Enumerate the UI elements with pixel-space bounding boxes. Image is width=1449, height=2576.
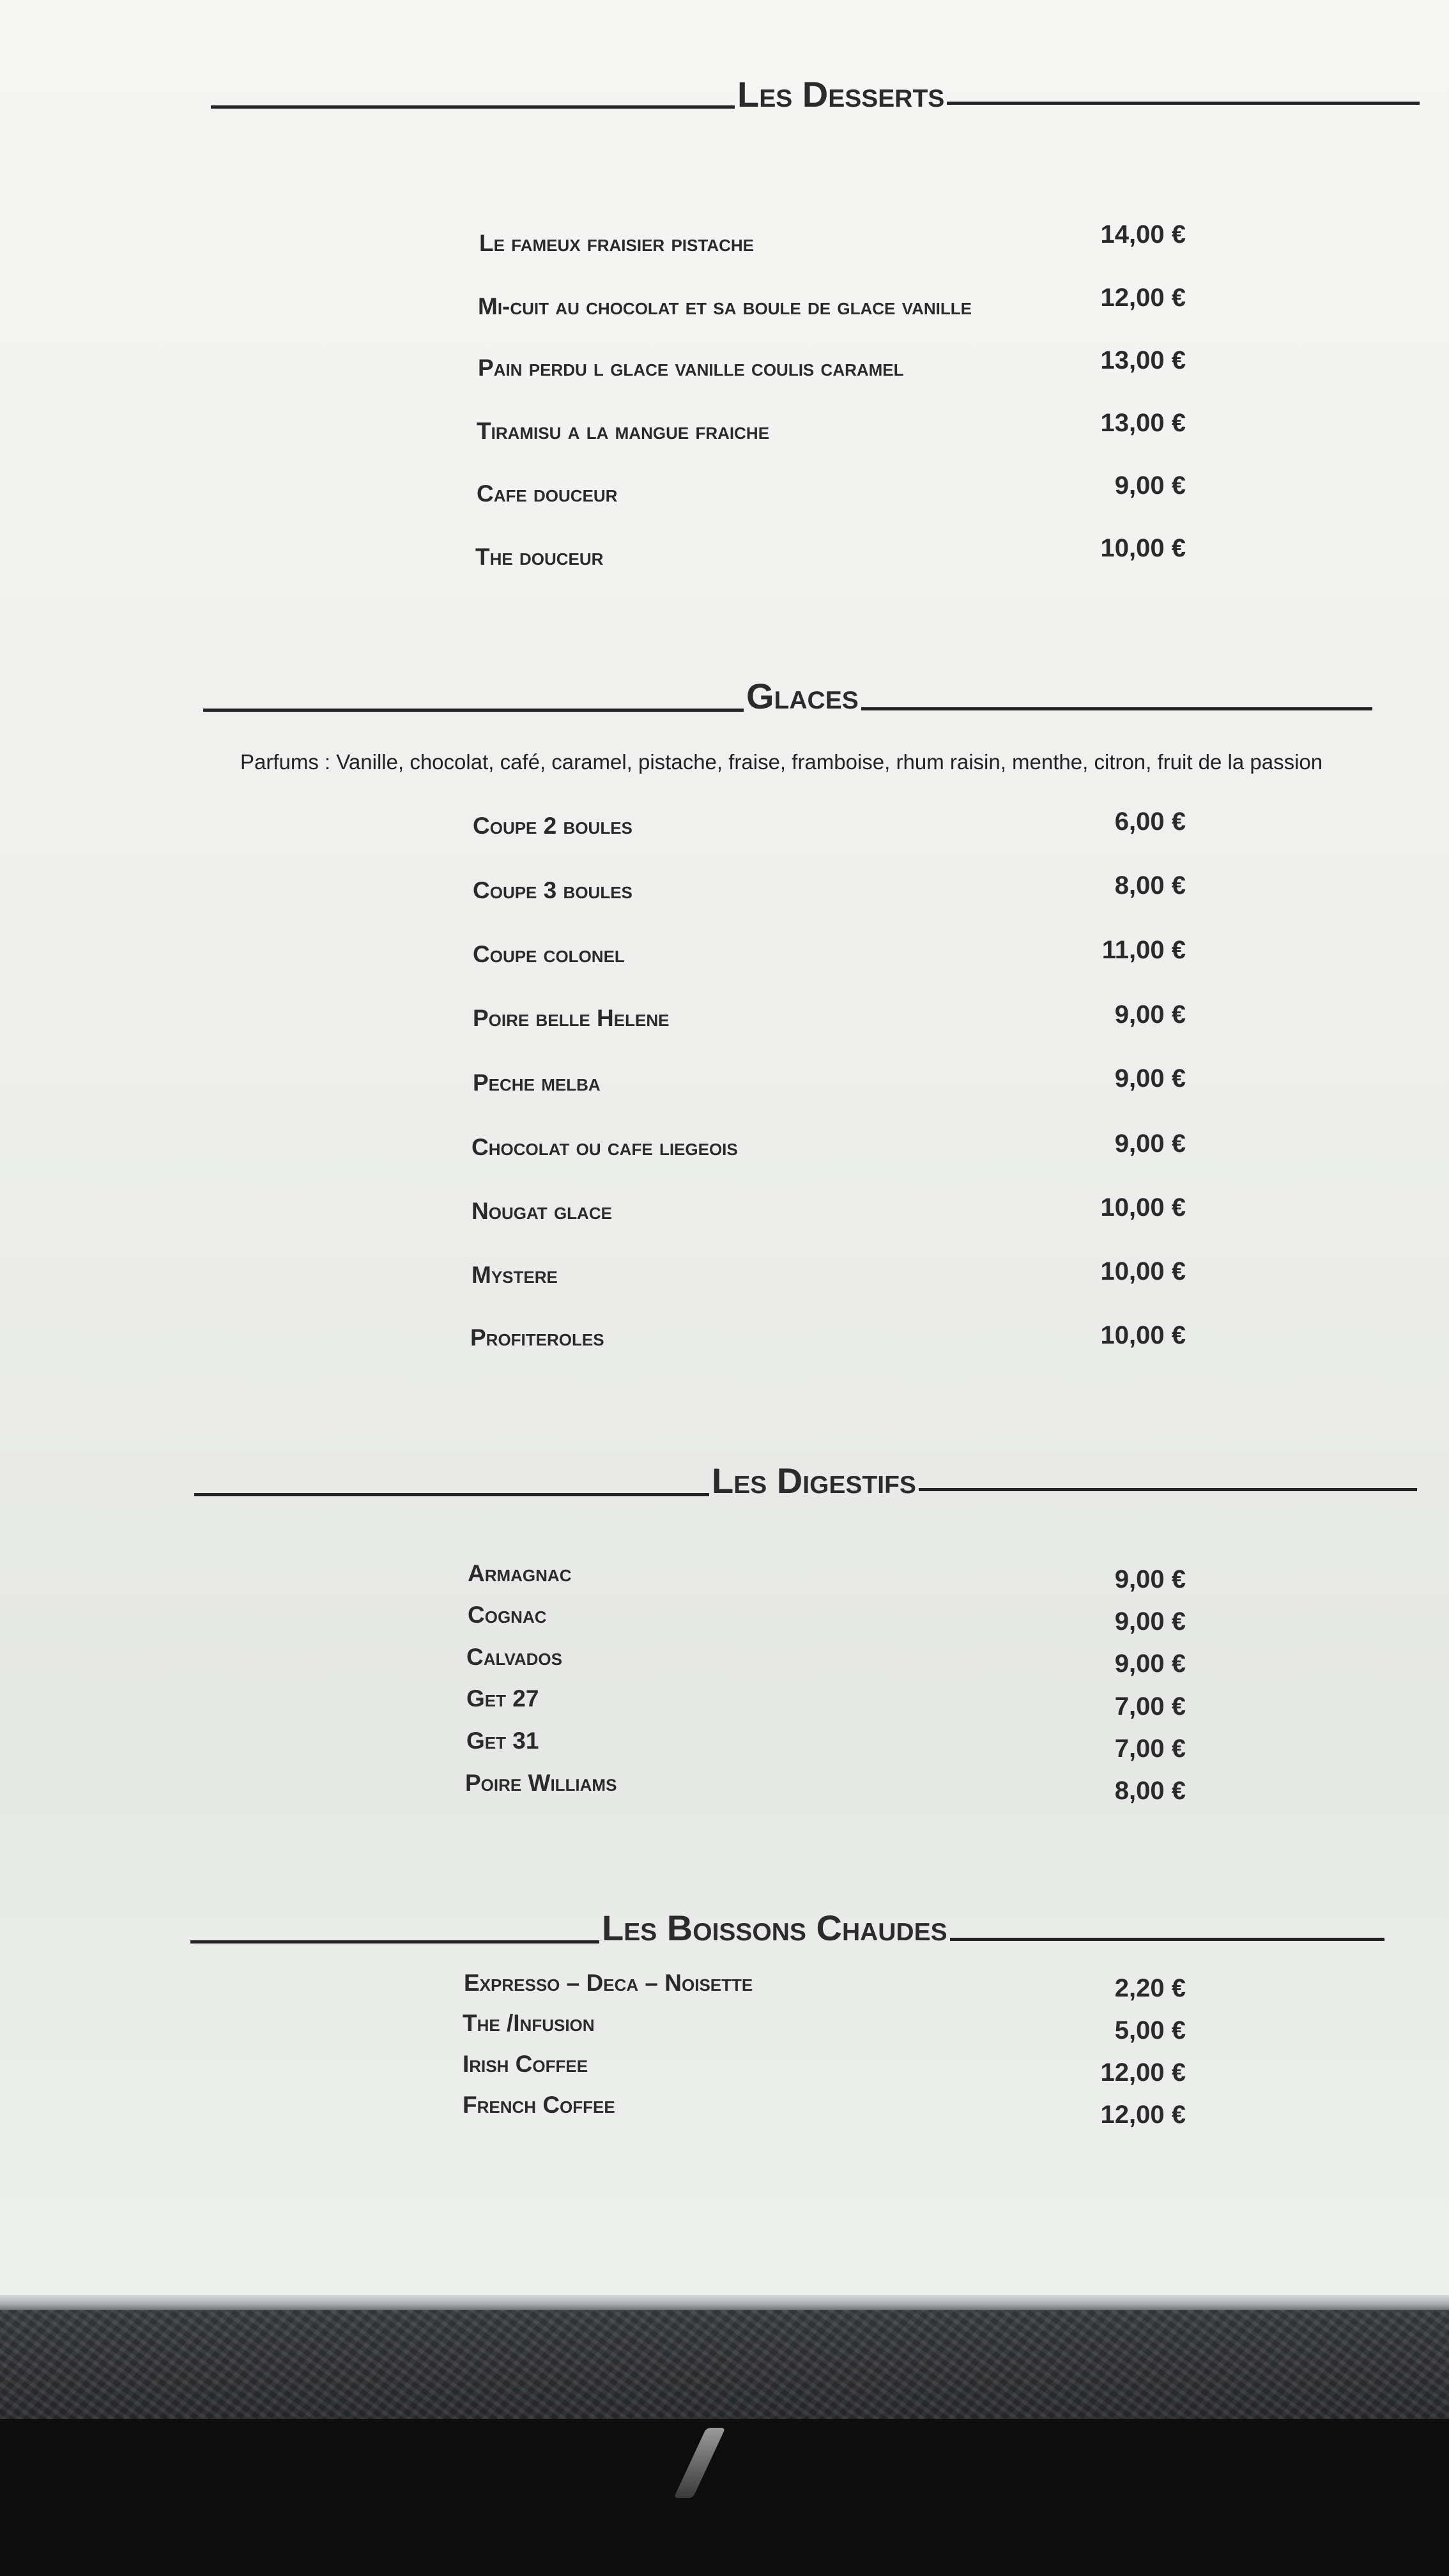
heading-rule-right bbox=[950, 1938, 1384, 1941]
section-heading-desserts bbox=[211, 74, 1420, 114]
menu-item-name: The /Infusion bbox=[463, 2010, 595, 2036]
section-title-desserts: Les Desserts bbox=[737, 74, 945, 114]
menu-item-name: Cafe douceur bbox=[477, 480, 618, 507]
menu-item-name: Expresso – Deca – Noisette bbox=[464, 1970, 753, 1996]
section-title-digestifs: Les Digestifs bbox=[712, 1460, 916, 1501]
section-title-glaces: Glaces bbox=[746, 676, 859, 716]
menu-item-price: 10,00 € bbox=[1100, 1193, 1186, 1222]
menu-item-name: Mystere bbox=[471, 1262, 558, 1288]
menu-item-name: Tiramisu a la mangue fraiche bbox=[477, 418, 770, 444]
menu-item-price: 5,00 € bbox=[1114, 2016, 1186, 2044]
heading-rule-left bbox=[211, 105, 735, 109]
ice-cream-flavours: Parfums : Vanille, chocolat, café, caramel, pistache, fraise, framboise, rhum raisin, menthe, citron, fruit de la passion bbox=[240, 750, 1323, 774]
menu-item-name: French Coffee bbox=[463, 2092, 615, 2118]
menu-item-price: 7,00 € bbox=[1114, 1735, 1186, 1763]
menu-item-price: 9,00 € bbox=[1114, 1064, 1186, 1092]
menu-item-name: Mi-cuit au chocolat et sa boule de glace vanille bbox=[478, 293, 972, 319]
heading-rule-left bbox=[194, 1493, 709, 1496]
leather-cover bbox=[0, 2310, 1449, 2419]
heading-rule-right bbox=[861, 707, 1372, 710]
menu-item-price: 9,00 € bbox=[1114, 1607, 1186, 1636]
section-heading-glaces bbox=[203, 678, 1372, 714]
menu-item-price: 9,00 € bbox=[1114, 1650, 1186, 1678]
menu-item-price: 7,00 € bbox=[1114, 1692, 1186, 1721]
menu-item-name: Poire belle Helene bbox=[473, 1005, 670, 1031]
menu-item-price: 9,00 € bbox=[1114, 1000, 1186, 1029]
menu-item-name: Le fameux fraisier pistache bbox=[479, 230, 754, 256]
heading-rule-left bbox=[190, 1940, 599, 1943]
table-surface bbox=[0, 2419, 1449, 2576]
menu-item-name: Coupe 3 boules bbox=[473, 877, 632, 903]
menu-item-price: 8,00 € bbox=[1114, 871, 1186, 900]
heading-rule-right bbox=[919, 1488, 1417, 1491]
menu-item-price: 13,00 € bbox=[1100, 409, 1186, 437]
menu-item-price: 11,00 € bbox=[1101, 936, 1186, 964]
section-heading-digestifs bbox=[194, 1460, 1417, 1501]
menu-item-name: Profiteroles bbox=[470, 1324, 604, 1351]
menu-item-price: 12,00 € bbox=[1100, 2058, 1186, 2087]
menu-item-price: 9,00 € bbox=[1114, 1130, 1186, 1158]
menu-item-name: Chocolat ou cafe liegeois bbox=[471, 1134, 738, 1160]
menu-item-name: Poire Williams bbox=[465, 1770, 617, 1796]
menu-item-price: 8,00 € bbox=[1114, 1777, 1186, 1805]
menu-item-price: 2,20 € bbox=[1114, 1974, 1186, 2002]
section-title-boissons-chaudes: Les Boissons Chaudes bbox=[602, 1908, 947, 1948]
plastic-sleeve-edge bbox=[0, 2295, 1449, 2310]
section-heading-boissons-chaudes bbox=[190, 1910, 1384, 1946]
menu-item-name: Cognac bbox=[468, 1602, 547, 1628]
menu-item-name: Get 31 bbox=[466, 1728, 539, 1754]
menu-item-price: 10,00 € bbox=[1100, 1257, 1186, 1285]
menu-item-price: 10,00 € bbox=[1100, 534, 1186, 562]
menu-item-name: Get 27 bbox=[466, 1685, 539, 1712]
menu-item-name: Pain perdu l glace vanille coulis caramel bbox=[478, 355, 904, 381]
menu-item-name: Coupe colonel bbox=[473, 941, 625, 967]
menu-item-price: 6,00 € bbox=[1114, 808, 1186, 836]
menu-item-name: Armagnac bbox=[468, 1560, 572, 1586]
menu-item-price: 9,00 € bbox=[1114, 471, 1186, 500]
menu-item-name: Nougat glace bbox=[471, 1198, 612, 1224]
menu-item-name: The douceur bbox=[475, 544, 604, 570]
heading-rule-right bbox=[947, 102, 1420, 105]
menu-item-price: 12,00 € bbox=[1100, 2101, 1186, 2129]
menu-item-name: Peche melba bbox=[473, 1070, 601, 1096]
menu-item-price: 13,00 € bbox=[1100, 346, 1186, 374]
menu-item-price: 9,00 € bbox=[1114, 1565, 1186, 1593]
menu-item-name: Coupe 2 boules bbox=[473, 813, 632, 839]
menu-item-name: Irish Coffee bbox=[463, 2051, 588, 2077]
menu-item-price: 10,00 € bbox=[1100, 1321, 1186, 1349]
menu-item-price: 12,00 € bbox=[1100, 284, 1186, 312]
heading-rule-left bbox=[203, 709, 744, 712]
menu-item-price: 14,00 € bbox=[1100, 220, 1186, 249]
menu-item-name: Calvados bbox=[466, 1644, 562, 1670]
